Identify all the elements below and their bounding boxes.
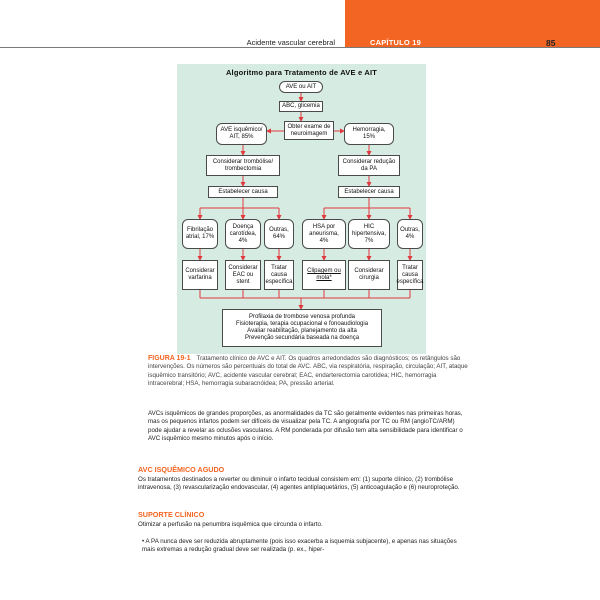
- running-title: Acidente vascular cerebral: [246, 38, 335, 47]
- node-doenca-carotidea: Doença carotídea, 4%: [225, 219, 261, 249]
- node-outras-right: Outras, 4%: [397, 219, 423, 249]
- section-heading: SUPORTE CLÍNICO: [138, 510, 205, 519]
- figure-caption: [148, 355, 468, 389]
- node-estabelecer-causa-left: Estabelecer causa: [208, 186, 278, 198]
- node-ave-ait: AVE ou AIT: [279, 81, 323, 93]
- node-cirurgia: Considerar cirurgia: [348, 260, 390, 290]
- final-line: Prevenção secundária baseada na doença: [244, 335, 360, 341]
- bullet-item: • A PA nunca deve ser reduzida abruptamente (pois isso exacerba a isquemia subjacente), e apenas nas situações mais extremas a redução gradual deve ser realizada (p. ex., hiper-: [142, 538, 457, 554]
- final-line: Profilaxia de trombose venosa profunda: [248, 314, 356, 320]
- node-eac-stent: Considerar EAC ou stent: [225, 260, 261, 290]
- node-estabelecer-causa-right: Estabelecer causa: [338, 186, 400, 198]
- node-ave-isquemico: AVE isquêmico/ AIT, 85%: [216, 123, 267, 145]
- node-fibrilacao: Fibrilação atrial, 17%: [182, 219, 218, 249]
- node-final-care: [222, 309, 382, 347]
- figure-label: FIGURA 19-1: [148, 355, 191, 362]
- node-hic: HIC hipertensiva, 7%: [348, 219, 390, 249]
- node-outras-left: Outras, 64%: [264, 219, 294, 249]
- section-heading: AVC ISQUÊMICO AGUDO: [138, 465, 225, 474]
- page-number: 85: [546, 38, 556, 48]
- caption-text: Tratamento clínico de AVC e AIT. Os quadros arredondados são diagnósticos; os retângulos são intervenções. Os números são percentuais do total de AVC. ABC, via respiratória, respiração, circulação; AIT, ataque isquêmico transitório; AVC, acidente vascular cerebral; EAC, endarterectomia carotídea; HIC, hemorragia intracerebral; HSA, hemorragia subaracnóidea; PA, pressão arterial.: [148, 355, 468, 388]
- body-paragraph: AVCs isquêmicos de grandes proporções, as anormalidades da TC são geralmente evidentes nas primeiras horas, mas os pequenos infartos podem ser difíceis de visualizar pela TC. A angiografia por TC ou RM (angioTC/ARM) pode ajudar a revelar as oclusões vasculares. A RM ponderada por difusão tem alta sensibilidade para identificar o AVC isquêmico mesmo minutos após o início.: [148, 410, 463, 443]
- chapter-label: CAPÍTULO 19: [370, 38, 421, 47]
- section-text: Otimizar a perfusão na penumbra isquêmica que circunda o infarto.: [138, 521, 323, 528]
- node-trombolise: Considerar trombólise/ trombectomia: [206, 155, 280, 176]
- final-line: Avaliar reabilitação, planejamento da alta: [247, 328, 357, 334]
- final-line: Fisioterapia, terapia ocupacional e fonoaudiologia: [235, 321, 369, 327]
- figure-title: Algoritmo para Tratamento de AVE e AIT: [225, 68, 378, 77]
- node-neuroimagem: Obter exame de neuroimagem: [284, 121, 334, 140]
- node-abc-glicemia: ABC, glicemia: [279, 101, 323, 112]
- node-reducao-pa: Considerar redução da PA: [338, 155, 400, 176]
- node-clipagem: Clipagem ou mola*: [302, 260, 346, 290]
- node-hemorragia: Hemorragia, 15%: [344, 123, 394, 145]
- section-text: Os tratamentos destinados a reverter ou diminuir o infarto tecidual consistem em: (1) suporte clínico, (2) trombólise intravenosa, (3) revascularização endovascular, (4) agentes antiplaquetários, (5) anticoagulação e (6) neuroproteção.: [138, 476, 460, 492]
- node-hsa: HSA por aneurisma, 4%: [302, 219, 346, 249]
- node-tratar-causa-left: Tratar causa específica: [264, 260, 294, 290]
- node-tratar-causa-right: Tratar causa específica: [397, 260, 423, 290]
- node-varfarina: Considerar varfarina: [182, 260, 218, 290]
